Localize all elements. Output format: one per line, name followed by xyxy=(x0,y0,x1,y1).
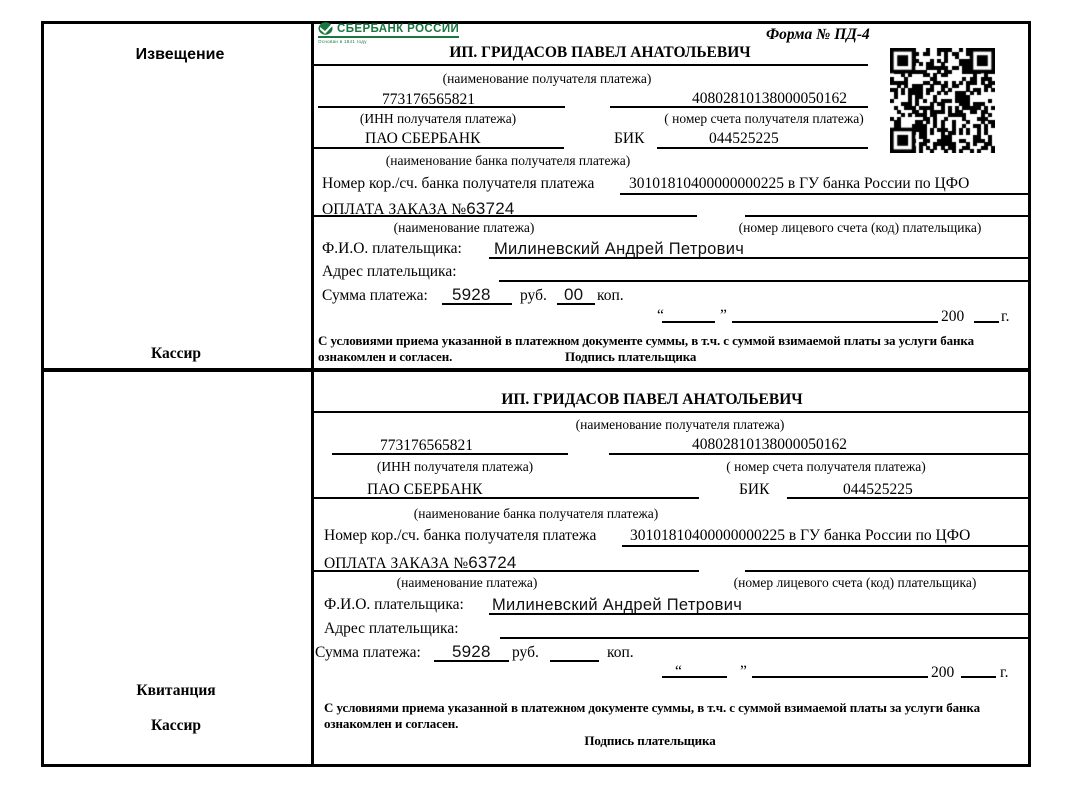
date-quote-close: ” xyxy=(720,307,727,324)
sum-label: Сумма платежа: xyxy=(322,287,428,304)
sberbank-logo-tagline: Основан в 1841 году xyxy=(318,39,367,44)
order-number: 63724 xyxy=(466,199,515,218)
payer-fio-label: Ф.И.О. плательщика: xyxy=(324,596,464,613)
payer-account-caption: (номер лицевого счета (код) плательщика) xyxy=(733,575,977,590)
inn-caption: (ИНН получателя платежа) xyxy=(376,459,534,474)
bank-caption: (наименование банка получателя платежа) xyxy=(385,153,631,168)
year-prefix: 200 xyxy=(941,308,965,325)
bank-name-value: ПАО СБЕРБАНК xyxy=(365,130,481,147)
date-day-line xyxy=(662,321,715,323)
kop-label: коп. xyxy=(597,287,624,304)
agreement-line1: С условиями приема указанной в платежном документе суммы, в т.ч. с суммой взимаемой платы за услуги банка xyxy=(318,333,974,348)
cashier-label-notice: Кассир xyxy=(150,345,202,362)
field-underline xyxy=(489,613,1029,615)
rub-label: руб. xyxy=(520,287,547,304)
payer-address-label: Адрес плательщика: xyxy=(322,263,457,280)
date-day-line xyxy=(662,676,727,678)
date-quote-open: “ xyxy=(657,307,664,324)
rub-label: руб. xyxy=(512,644,539,661)
bik-value: 044525225 xyxy=(709,130,779,147)
payment-purpose-prefix: ОПЛАТА ЗАКАЗА № xyxy=(322,201,467,218)
date-quote-close: ” xyxy=(740,663,747,680)
sum-rub-value: 5928 xyxy=(452,285,491,304)
date-month-line xyxy=(752,676,928,678)
account-value: 40802810138000050162 xyxy=(692,90,847,107)
section-divider xyxy=(41,368,1031,372)
bank-caption: (наименование банка получателя платежа) xyxy=(413,506,659,521)
field-underline xyxy=(557,303,595,305)
qr-code xyxy=(890,48,995,153)
payer-name-value: Милиневский Андрей Петрович xyxy=(492,596,743,614)
payer-address-label: Адрес плательщика: xyxy=(324,620,459,637)
agreement-line2: ознакомлен и согласен. xyxy=(324,716,459,731)
field-underline xyxy=(332,453,568,455)
field-underline xyxy=(312,64,868,66)
date-month-line xyxy=(732,321,938,323)
sum-kop-value: 00 xyxy=(564,285,584,304)
field-underline xyxy=(550,660,599,662)
inn-value: 773176565821 xyxy=(382,91,475,108)
sum-rub-value: 5928 xyxy=(452,642,491,661)
payment-name-caption: (наименование платежа) xyxy=(396,575,538,590)
date-year-line xyxy=(974,321,999,323)
field-underline xyxy=(609,453,1029,455)
field-underline xyxy=(622,545,1029,547)
field-underline xyxy=(312,570,699,572)
year-prefix: 200 xyxy=(931,664,955,681)
field-underline xyxy=(489,257,1029,259)
receipt-stub-label: Квитанция xyxy=(136,682,216,699)
field-underline xyxy=(442,303,512,305)
sum-label: Сумма платежа: xyxy=(315,644,421,661)
inn-caption: (ИНН получателя платежа) xyxy=(359,111,517,126)
date-quote-open: “ xyxy=(675,663,682,680)
corr-account-value: 30101810400000000225 в ГУ банка России по ЦФО xyxy=(630,527,971,544)
payment-purpose-prefix: ОПЛАТА ЗАКАЗА № xyxy=(324,555,469,572)
recipient-name: ИП. ГРИДАСОВ ПАВЕЛ АНАТОЛЬЕВИЧ xyxy=(501,391,803,408)
agreement-line2: ознакомлен и согласен. xyxy=(318,349,453,364)
recipient-caption: (наименование получателя платежа) xyxy=(442,71,652,86)
year-suffix: г. xyxy=(1001,308,1010,325)
bik-label: БИК xyxy=(614,130,645,147)
corr-account-value: 30101810400000000225 в ГУ банка России по ЦФО xyxy=(629,175,970,192)
stub-divider xyxy=(311,21,314,767)
field-underline xyxy=(312,147,564,149)
sberbank-logo xyxy=(318,22,459,44)
inn-value: 773176565821 xyxy=(380,437,473,454)
field-underline xyxy=(312,497,699,499)
order-number: 63724 xyxy=(468,553,517,572)
notice-stub-label: Извещение xyxy=(135,46,225,63)
agreement-line1: С условиями приема указанной в платежном документе суммы, в т.ч. с суммой взимаемой платы за услуги банка xyxy=(324,700,980,715)
field-underline xyxy=(500,637,1029,639)
bik-value: 044525225 xyxy=(843,481,913,498)
payer-account-caption: (номер лицевого счета (код) плательщика) xyxy=(738,220,982,235)
signature-label: Подпись плательщика xyxy=(565,349,697,364)
account-caption: ( номер счета получателя платежа) xyxy=(664,111,864,126)
corr-account-label: Номер кор./сч. банка получателя платежа xyxy=(324,527,597,544)
field-underline xyxy=(657,147,868,149)
field-underline xyxy=(434,660,509,662)
field-underline xyxy=(787,497,1029,499)
payer-name-value: Милиневский Андрей Петрович xyxy=(494,240,745,258)
field-underline xyxy=(745,215,1029,217)
field-underline xyxy=(610,106,868,108)
signature-label: Подпись плательщика xyxy=(584,733,716,748)
bank-name-value: ПАО СБЕРБАНК xyxy=(367,481,483,498)
date-year-line xyxy=(961,676,996,678)
recipient-caption: (наименование получателя платежа) xyxy=(575,417,785,432)
recipient-name: ИП. ГРИДАСОВ ПАВЕЛ АНАТОЛЬЕВИЧ xyxy=(449,44,751,61)
corr-account-label: Номер кор./сч. банка получателя платежа xyxy=(322,175,595,192)
account-value: 40802810138000050162 xyxy=(692,436,847,453)
year-suffix: г. xyxy=(1000,664,1009,681)
kop-label: коп. xyxy=(607,644,634,661)
bik-label: БИК xyxy=(739,481,770,498)
field-underline xyxy=(312,215,697,217)
field-underline xyxy=(620,193,1029,195)
sberbank-emblem-icon xyxy=(318,22,333,35)
field-underline xyxy=(745,570,1029,572)
field-underline xyxy=(318,106,565,108)
cashier-label-receipt: Кассир xyxy=(150,717,202,734)
form-type-label: Форма № ПД-4 xyxy=(766,26,870,43)
field-underline xyxy=(312,411,1029,413)
field-underline xyxy=(499,280,1029,282)
payer-fio-label: Ф.И.О. плательщика: xyxy=(322,240,462,257)
sberbank-logo-text: СБЕРБАНК РОССИИ xyxy=(337,22,460,35)
payment-name-caption: (наименование платежа) xyxy=(393,220,535,235)
account-caption: ( номер счета получателя платежа) xyxy=(726,459,926,474)
